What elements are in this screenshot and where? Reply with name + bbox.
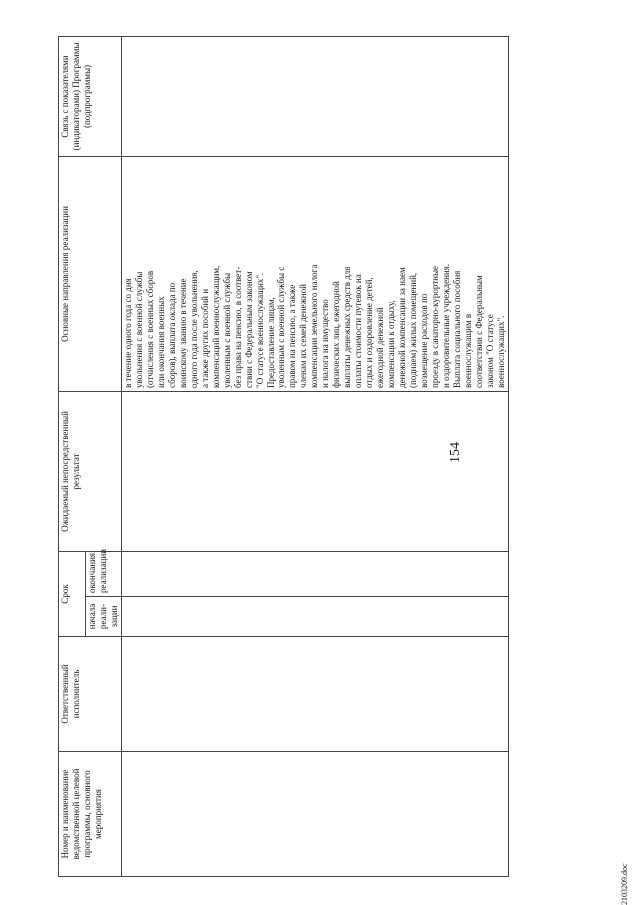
header-executor: Ответственный исполнитель — [59, 637, 122, 752]
header-indicators-link: Связь с показателями (индикаторами) Программы (подпрограммы) — [59, 36, 122, 156]
header-program-name: Номер и наименование ведомственной целевой программы, основного мероприятия — [59, 752, 122, 877]
program-table — [58, 36, 509, 877]
header-main-directions: Основные направления реализации — [59, 156, 122, 391]
cell-main-directions: в течение одного года со дня увольнения с военной службы (отчисления с военных сборов или окончания военных сборов), выплата оклада по воинскому званию в течение одного года после увольнения, а также других пособий и компенсаций военнослужащим, уволенным с военной службы без права на пенсию, в соответ- ствии с Федеральным законом "О статусе военнослужащих". Предоставление лицам, уволенным с военной службы с правом на пенсию, а также членам их семей денежной компенсации земельного налога и налога на имущество физических лиц, ежегодной выплаты денежных средств для оплаты стоимости путевок на отдых и оздоровление детей, ежегодной денежной компенсации к отдыху, денежной компенсации за наем (поднаем) жилых помещений, возмещение расходов по проезду в санаторно-курортные и оздоровительные учреждения. Выплата социального пособия военнослужащим в соответствии с Федеральным законом "О статусе военнослужащих". — [121, 156, 508, 391]
page-number: 154 — [448, 442, 463, 463]
document-code: 2103209.doc — [620, 863, 629, 905]
header-expected-result: Ожидаемый непосредственный результат — [59, 391, 122, 551]
header-term-start: начала реали-зации — [86, 597, 122, 637]
header-term-end: окончания реализации — [86, 551, 122, 596]
table-header-row — [59, 36, 86, 876]
header-term: Срок — [59, 551, 86, 636]
